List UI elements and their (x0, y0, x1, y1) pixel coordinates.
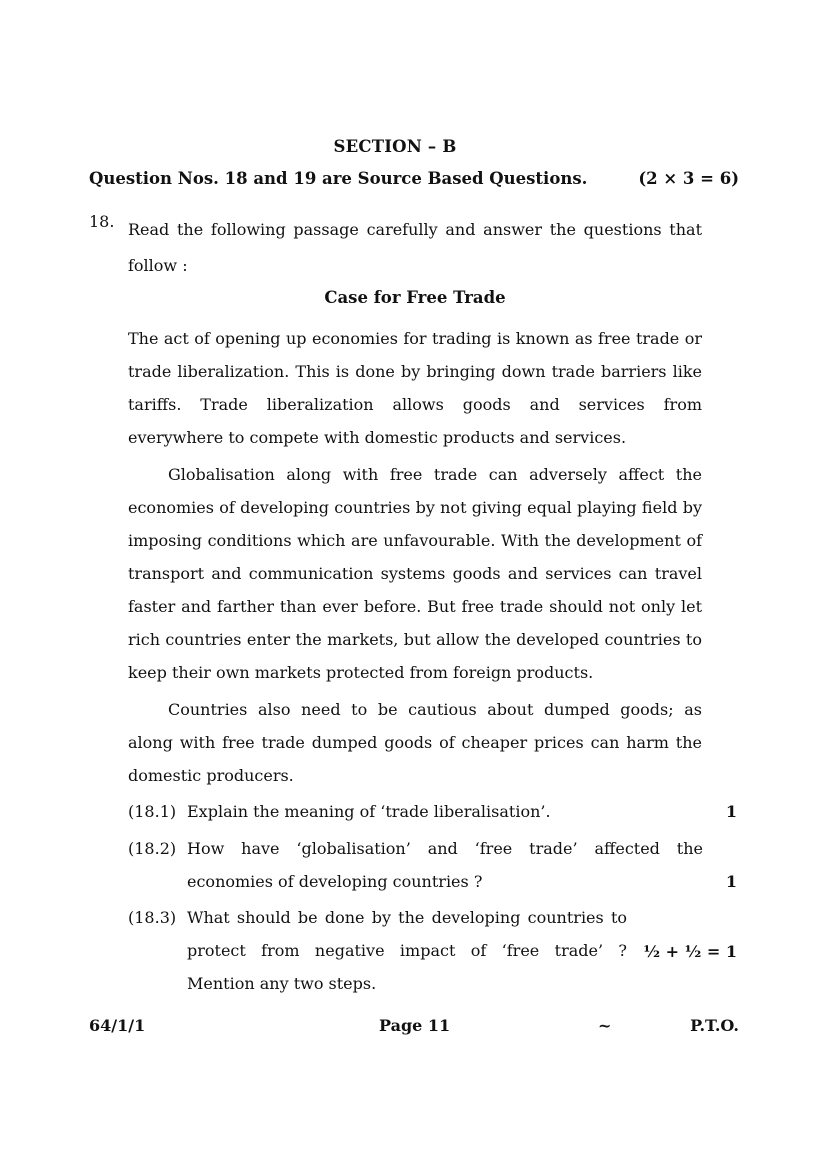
section-title: SECTION – B (333, 137, 457, 156)
passage-paragraph-1: The act of opening up economies for trading is known as free trade or trade liberalization. This is done by bringing down trade barriers like tariffs. Trade liberalization allows goods and services from everywhere to compete with domestic products and services. (128, 329, 702, 447)
sub-question-marks-2: 1 (725, 872, 737, 891)
sub-question-text-1: Explain the meaning of ‘trade liberalisation’. (187, 802, 551, 821)
footer-pto: P.T.O. (690, 1016, 739, 1035)
sub-question-text-2: How have ‘globalisation’ and ‘free trade’ affected the economies of developing countries ? (187, 839, 703, 891)
sub-question-marks-3: ½ + ½ = 1 (643, 942, 737, 961)
section-marks-total: (2 × 3 = 6) (638, 169, 739, 188)
question-intro: Read the following passage carefully and answer the questions that follow : (128, 220, 702, 275)
section-instruction: Question Nos. 18 and 19 are Source Based Questions. (89, 169, 588, 188)
sub-question-number-3: (18.3) (128, 908, 177, 927)
footer-page-number: Page 11 (379, 1016, 451, 1035)
passage-title: Case for Free Trade (324, 288, 506, 307)
passage-paragraph-2: Globalisation along with free trade can adversely affect the economies of developing countries by not giving equal playing field by imposing conditions which are unfavourable. With the development of transport and communication systems goods and services can travel faster and farther than ever before. But free trade should not only let rich countries enter the markets, but allow the developed countries to keep their own markets protected from foreign products. (128, 465, 702, 682)
passage-paragraph-3: Countries also need to be cautious about dumped goods; as along with free trade dumped goods of cheaper prices can harm the domestic producers. (128, 700, 702, 785)
question-number: 18. (89, 212, 115, 231)
footer-tilde: ~ (598, 1016, 612, 1035)
footer-paper-code: 64/1/1 (89, 1016, 146, 1035)
sub-question-text-3: What should be done by the developing countries to protect from negative impact of ‘free trade’ ? Mention any two steps. (187, 908, 627, 993)
sub-question-number-1: (18.1) (128, 802, 177, 821)
sub-question-number-2: (18.2) (128, 839, 177, 858)
sub-question-marks-1: 1 (725, 802, 737, 821)
